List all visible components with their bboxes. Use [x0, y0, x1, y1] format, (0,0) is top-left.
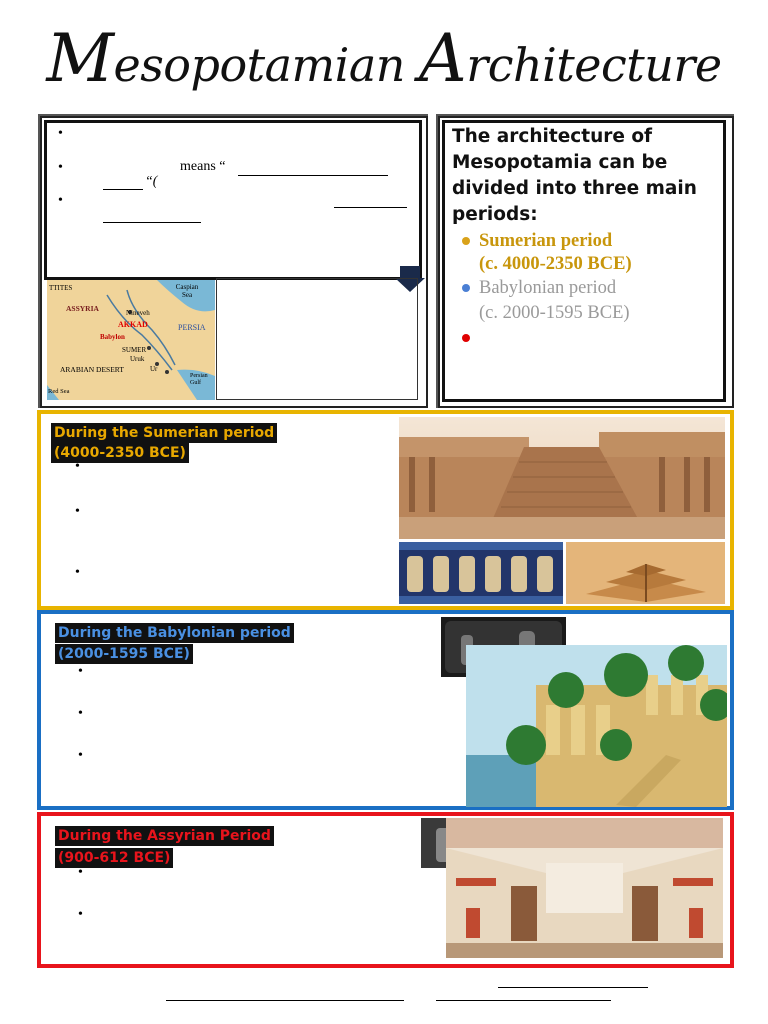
- babylonian-dates: (2000-1595 BCE): [55, 644, 193, 664]
- intro-bullet-1: •: [58, 126, 63, 141]
- assyrian-dates: (900-612 BCE): [55, 848, 173, 868]
- map-label-babylon: Babylon: [100, 333, 125, 341]
- intro-textbox: [44, 120, 422, 280]
- period-dot-babylonian: [462, 284, 470, 292]
- period-sumerian-dates: (c. 4000-2350 BCE): [479, 254, 632, 274]
- map-label-ttites: TTITES: [49, 284, 73, 292]
- map-label-uruk: Uruk: [130, 355, 145, 363]
- period-sumerian-name: Sumerian period: [479, 231, 613, 251]
- map-label-persia: PERSIA: [178, 323, 206, 332]
- period-babylonian-dates: (c. 2000-1595 BCE): [479, 303, 630, 323]
- blank-line-3a: [334, 207, 407, 208]
- page-title: [0, 20, 768, 97]
- map-label-nineveh: Nineveh: [126, 309, 150, 317]
- periods-heading: The architecture of Mesopotamia can be divided into three main periods:: [452, 126, 697, 225]
- map-label-red-sea: Red Sea: [48, 388, 70, 395]
- assyrian-bullet-2: •: [78, 907, 83, 922]
- blank-line-meaning-2: [103, 189, 143, 190]
- sumerian-heading: During the Sumerian period: [51, 423, 277, 443]
- babylonian-heading: During the Babylonian period: [55, 623, 294, 643]
- map-caption-box: [216, 278, 418, 400]
- hanging-gardens-painting: [466, 645, 727, 807]
- map-label-caspian: Caspian Sea: [175, 283, 199, 299]
- map-label-akkad: AKKAD: [118, 320, 148, 329]
- assyrian-palace-interior: [446, 818, 723, 958]
- babylonian-bullet-1: •: [78, 664, 83, 679]
- map-label-persian-gulf: Persian Gulf: [190, 373, 208, 386]
- period-dot-sumerian: [462, 237, 470, 245]
- ziggurat-photo: [399, 417, 725, 539]
- footer-blank-1: [498, 987, 648, 988]
- title-word-1: esopotamian: [113, 38, 420, 92]
- period-dot-assyrian: [462, 334, 470, 342]
- blank-line-3b: [103, 222, 201, 223]
- quote-end-text: “(: [145, 174, 158, 189]
- period-babylonian-name: Babylonian period: [479, 278, 617, 298]
- title-initial-m: M: [46, 20, 114, 97]
- map-label-sumer: SUMER: [122, 346, 147, 354]
- intro-bullet-2: •: [58, 160, 63, 175]
- map-label-assyria: ASSYRIA: [66, 304, 99, 313]
- babylonian-bullet-3: •: [78, 748, 83, 763]
- title-word-2: rchitecture: [466, 38, 722, 92]
- sumerian-bullet-3: •: [75, 565, 80, 580]
- glazed-bricks-photo: [399, 542, 563, 604]
- ziggurat-model-image: [566, 542, 725, 604]
- sumerian-bullet-2: •: [75, 504, 80, 519]
- footer-blank-3: [436, 1000, 611, 1001]
- title-initial-a: A: [419, 20, 467, 97]
- sumerian-dates: (4000-2350 BCE): [51, 443, 189, 463]
- footer-blank-2: [166, 1000, 404, 1001]
- sumerian-bullet-1: •: [75, 459, 80, 474]
- assyrian-bullet-1: •: [78, 865, 83, 880]
- babylonian-bullet-2: •: [78, 706, 83, 721]
- means-text: means “: [180, 159, 226, 174]
- intro-bullet-3: •: [58, 193, 63, 208]
- blank-line-meaning: [238, 175, 388, 176]
- map-label-arabian-desert: ARABIAN DESERT: [60, 365, 124, 374]
- assyrian-heading: During the Assyrian Period: [55, 826, 274, 846]
- map-label-ur: Ur: [150, 365, 158, 373]
